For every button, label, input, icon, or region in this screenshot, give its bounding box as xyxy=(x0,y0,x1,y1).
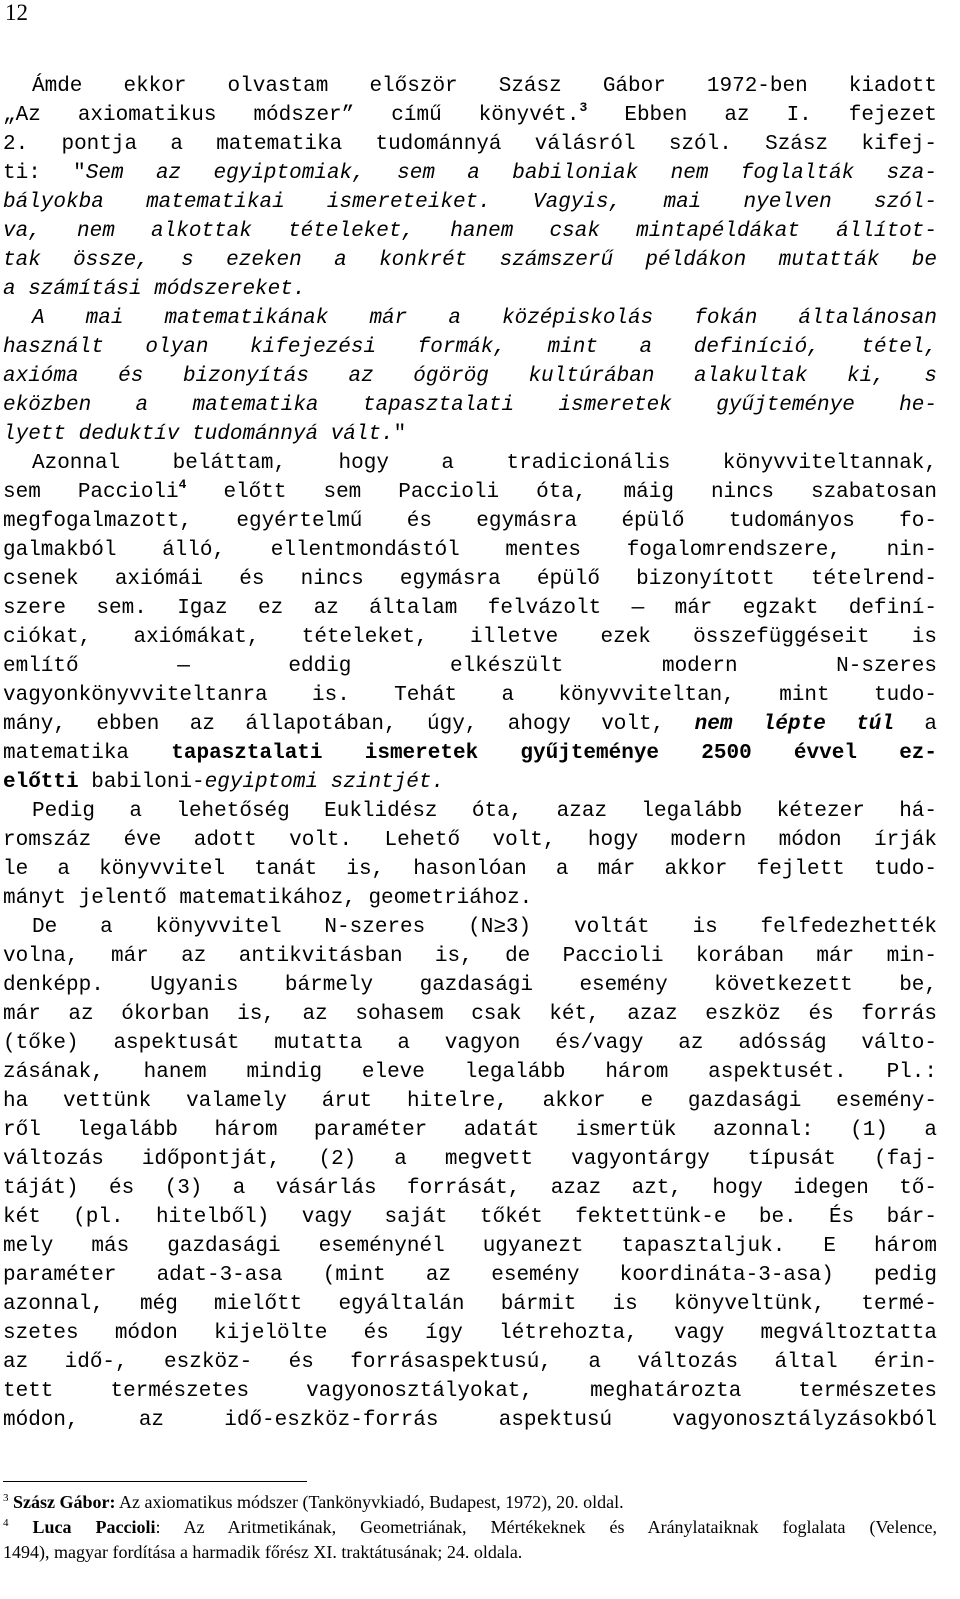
text-run: egyiptomi szintjét. xyxy=(204,771,445,794)
text-line xyxy=(3,797,937,826)
text-line xyxy=(3,826,937,855)
text-run: galmakból álló, ellentmondástól mentes fogalomrendszere, nin- xyxy=(3,539,937,562)
footnote-marker: 3 xyxy=(579,100,588,115)
text-run: előtt sem Paccioli óta, máig nincs szabatosan xyxy=(186,481,937,504)
text-line xyxy=(3,1319,937,1348)
text-run xyxy=(9,1517,33,1537)
text-run: mely más gazdasági eseménynél ugyanezt tapasztaljuk. E három xyxy=(3,1235,937,1258)
text-run: Azonnal beláttam, hogy a tradicionális könyvviteltannak, xyxy=(32,452,937,475)
text-line xyxy=(3,942,937,971)
text-run: a xyxy=(894,713,938,736)
text-run: axióma és bizonyítás az ógörög kultúrában alakultak ki, s xyxy=(3,365,937,388)
text-run: " xyxy=(393,423,407,446)
text-run: ti: " xyxy=(3,162,86,185)
text-line xyxy=(3,333,937,362)
text-run: va, nem alkottak tételeket, hanem csak mintapéldákat állítot- xyxy=(3,220,937,243)
text-line xyxy=(3,536,937,565)
text-run: zásának, hanem mindig eleve legalább három aspektusét. Pl.: xyxy=(3,1061,937,1084)
text-run: lyett deduktív tudománnyá vált. xyxy=(3,423,394,446)
text-line xyxy=(3,565,937,594)
text-line xyxy=(3,1348,937,1377)
text-line xyxy=(3,1029,937,1058)
text-run: bályokba matematikai ismereteiket. Vagyis, mai nyelven szól- xyxy=(3,191,937,214)
footnote-line xyxy=(3,1515,937,1540)
text-line xyxy=(3,681,937,710)
text-line xyxy=(3,507,937,536)
text-run: használt olyan kifejezési formák, mint a definíció, tétel, xyxy=(3,336,937,359)
text-line xyxy=(3,275,937,304)
text-line xyxy=(3,1377,937,1406)
text-run: : Az Aritmetikának, Geometriának, Mértékeknek és Aránylataiknak foglalata (Velence, xyxy=(155,1517,938,1537)
text-run: 2. pontja a matematika tudománnyá válásról szól. Szász kifej- xyxy=(3,133,937,156)
text-line xyxy=(3,855,937,884)
text-line xyxy=(3,1261,937,1290)
text-run: tett természetes vagyonosztályokat, meghatározta természetes xyxy=(3,1380,937,1403)
text-line xyxy=(3,1290,937,1319)
text-run: említő — eddig elkészült modern N-szeres xyxy=(3,655,937,678)
text-line xyxy=(3,1116,937,1145)
text-run: táját) és (3) a vásárlás forrását, azaz azt, hogy idegen tő- xyxy=(3,1177,937,1200)
text-line xyxy=(3,1000,937,1029)
text-line xyxy=(3,159,937,188)
text-run: nem lépte túl xyxy=(694,713,895,736)
text-run: le a könyvvitel tanát is, hasonlóan a már akkor fejlett tudo- xyxy=(3,858,937,881)
text-run: babiloni- xyxy=(78,771,205,794)
text-run: (tőke) aspektusát mutatta a vagyon és/vagy az adósság válto- xyxy=(3,1032,937,1055)
text-run: mány, ebben az állapotában, úgy, ahogy volt, xyxy=(3,713,695,736)
text-run: tak össze, s ezeken a konkrét számszerű példákon mutatták be xyxy=(3,249,937,272)
text-run: mányt jelentő matematikához, geometriához. xyxy=(3,887,533,910)
text-run: azonnal, még mielőtt egyáltalán bármit is könyveltünk, termé- xyxy=(3,1293,937,1316)
footnote-line xyxy=(3,1540,937,1565)
text-run: volna, már az antikvitásban is, de Paccioli korában már min- xyxy=(3,945,937,968)
text-run: ciókat, axiómákat, tételeket, illetve ezek összefüggéseit is xyxy=(3,626,937,649)
text-run: Sem az egyiptomiak, sem a babiloniak nem foglalták sza- xyxy=(85,162,937,185)
text-run: Ámde ekkor olvastam először Szász Gábor 1972-ben kiadott xyxy=(32,75,937,98)
text-line xyxy=(3,884,937,913)
footnote-marker: 4 xyxy=(3,1517,9,1529)
text-run: denképp. Ugyanis bármely gazdasági esemény következett be, xyxy=(3,974,937,997)
text-run: az idő-, eszköz- és forrásaspektusú, a változás által érin- xyxy=(3,1351,937,1374)
text-run: sem Paccioli xyxy=(3,481,179,504)
text-line xyxy=(3,739,937,768)
text-run: De a könyvvitel N-szeres (N≥3) voltát is felfedezhették xyxy=(32,916,937,939)
footnote-marker: 4 xyxy=(178,477,187,492)
text-run: Luca Paccioli xyxy=(32,1517,156,1537)
text-line xyxy=(3,101,937,130)
text-line xyxy=(3,1406,937,1435)
text-line xyxy=(3,130,937,159)
text-line xyxy=(3,449,937,478)
text-line xyxy=(3,652,937,681)
text-line xyxy=(3,246,937,275)
text-line xyxy=(3,623,937,652)
text-line xyxy=(3,1203,937,1232)
text-line xyxy=(3,72,937,101)
text-line xyxy=(3,478,937,507)
text-run: két (pl. hitelből) vagy saját tőkét fektettünk-e be. És bár- xyxy=(3,1206,937,1229)
text-line xyxy=(3,1174,937,1203)
footnotes xyxy=(3,1490,937,1565)
text-line xyxy=(3,188,937,217)
text-run: Pedig a lehetőség Euklidész óta, azaz legalább kétezer há- xyxy=(32,800,937,823)
text-run: ről legalább három paraméter adatát ismertük azonnal: (1) a xyxy=(3,1119,937,1142)
text-run: már az ókorban is, az sohasem csak két, azaz eszköz és forrás xyxy=(3,1003,937,1026)
text-run: előtti xyxy=(3,771,79,794)
text-line xyxy=(3,1145,937,1174)
text-run: romszáz éve adott volt. Lehető volt, hogy modern módon írják xyxy=(3,829,937,852)
text-run: Ebben az I. fejezet xyxy=(587,104,937,127)
text-run: eközben a matematika tapasztalati ismeretek gyűjteménye he- xyxy=(3,394,937,417)
text-line xyxy=(3,710,937,739)
text-run: változás időpontját, (2) a megvett vagyontárgy típusát (faj- xyxy=(3,1148,937,1171)
footnote-separator xyxy=(3,1481,307,1482)
text-line xyxy=(3,217,937,246)
text-run: szere sem. Igaz ez az általam felvázolt — már egzakt definí- xyxy=(3,597,937,620)
text-run: A mai matematikának már a középiskolás fokán általánosan xyxy=(32,307,937,330)
text-line xyxy=(3,391,937,420)
page-number: 12 xyxy=(5,0,28,25)
text-run: tapasztalati ismeretek gyűjteménye 2500 évvel ez- xyxy=(171,742,937,765)
text-run: módon, az idő-eszköz-forrás aspektusú vagyonosztályzásokból xyxy=(3,1409,937,1432)
footnote-line xyxy=(3,1490,937,1515)
text-line xyxy=(3,913,937,942)
text-run: csenek axiómái és nincs egymásra épülő bizonyított tételrend- xyxy=(3,568,937,591)
text-run: Szász Gábor: xyxy=(13,1492,116,1512)
text-line xyxy=(3,768,937,797)
text-line xyxy=(3,304,937,333)
footnote-marker: 3 xyxy=(3,1492,9,1504)
text-line xyxy=(3,1087,937,1116)
text-run: a számítási módszereket. xyxy=(3,278,306,301)
text-run: matematika xyxy=(3,742,172,765)
text-line xyxy=(3,362,937,391)
text-run: vagyonkönyvviteltanra is. Tehát a könyvviteltan, mint tudo- xyxy=(3,684,937,707)
text-run: ha vettünk valamely árut hitelre, akkor e gazdasági esemény- xyxy=(3,1090,937,1113)
text-run: 1494), magyar fordítása a harmadik főrész XI. traktátusának; 24. oldala. xyxy=(3,1542,523,1562)
body-text xyxy=(3,72,937,1435)
text-line xyxy=(3,971,937,1000)
text-run: Az axiomatikus módszer (Tankönyvkiadó, Budapest, 1972), 20. oldal. xyxy=(115,1492,624,1512)
text-run: megfogalmazott, egyértelmű és egymásra épülő tudományos fo- xyxy=(3,510,937,533)
text-line xyxy=(3,1058,937,1087)
text-line xyxy=(3,420,937,449)
text-run: szetes módon kijelölte és így létrehozta, vagy megváltoztatta xyxy=(3,1322,937,1345)
text-run: paraméter adat-3-asa (mint az esemény koordináta-3-asa) pedig xyxy=(3,1264,937,1287)
text-run: „Az axiomatikus módszer” című könyvét. xyxy=(3,104,580,127)
text-line xyxy=(3,1232,937,1261)
text-line xyxy=(3,594,937,623)
